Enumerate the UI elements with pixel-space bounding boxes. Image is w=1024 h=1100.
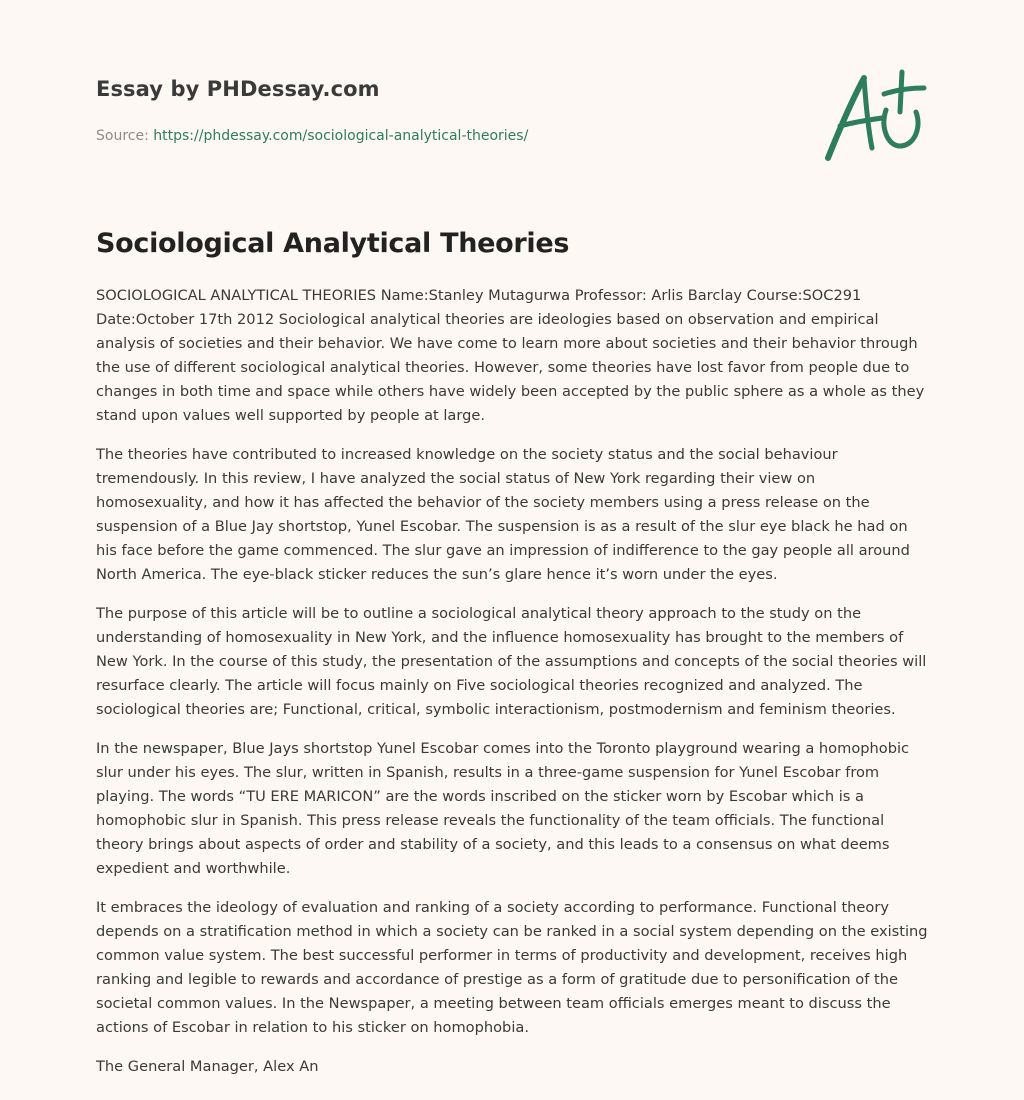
source-line [96,126,656,146]
essay-paragraph: The purpose of this article will be to outline a sociological analytical theory approach to the study on the understanding of homosexuality in New York, and the influence homosexuality has brought to the members of New York. In the course of this study, the presentation of the assumptions and concepts of the social theories will resurface clearly. The article will focus mainly on Five sociological theories recognized and analyzed. The sociological theories are; Functional, critical, symbolic interactionism, postmodernism and feminism theories. [96,605,927,718]
site-brand: Essay by PHDessay.com [96,77,380,101]
essay-paragraph: In the newspaper, Blue Jays shortstop Yunel Escobar comes into the Toronto playground wearing a homophobic slur under his eyes. The slur, written in Spanish, results in a three-game suspension for Yunel Escobar from playing. The words “TU ERE MARICON” are the words inscribed on the sticker worn by Escobar which is a homophobic slur in Spanish. This press release reveals the functionality of the team officials. The functional theory brings about aspects of order and stability of a society, and this leads to a consensus on what deems expedient and worthwhile. [96,740,910,877]
essay-paragraph: It embraces the ideology of evaluation and ranking of a society according to performance. Functional theory depends on a stratification method in which a society can be ranked in a social system depending on the existing common value system. The best successful performer in terms of productivity and development, receives high ranking and legible to rewards and accordance of prestige as a form of gratitude due to personification of the societal common values. In the Newspaper, a meeting between team officials emerges meant to discuss the actions of Escobar in relation to his sticker on homophobia. [96,899,928,1036]
a-plus-logo-icon [818,66,930,166]
source-label: Source: [96,128,149,144]
essay-header [96,74,656,146]
essay-body [96,284,930,1094]
essay-paragraph: SOCIOLOGICAL ANALYTICAL THEORIES Name:Stanley Mutagurwa Professor: Arlis Barclay Course:SOC291 Date:October 17th 2012 Sociological analytical theories are ideologies based on observation and empirical analysis of societies and their behavior. We have come to learn more about societies and their behavior through the use of different sociological analytical theories. However, some theories have lost favor from people due to changes in both time and space while others have widely been accepted by the public sphere as a whole as they stand upon values well supported by people at large. [96,287,925,424]
essay-paragraph: The theories have contributed to increased knowledge on the society status and the social behaviour tremendously. In this review, I have analyzed the social status of New York regarding their view on homosexuality, and how it has affected the behavior of the society members using a press release on the suspension of a Blue Jay shortstop, Yunel Escobar. The suspension is as a result of the slur eye black he had on his face before the game commenced. The slur gave an impression of indifference to the gay people all around North America. The eye-black sticker reduces the sun’s glare hence it’s worn under the eyes. [96,446,910,583]
source-link[interactable]: https://phdessay.com/sociological-analytical-theories/ [153,128,529,144]
essay-paragraph: The General Manager, Alex An [96,1058,319,1075]
essay-title: Sociological Analytical Theories [96,228,570,259]
